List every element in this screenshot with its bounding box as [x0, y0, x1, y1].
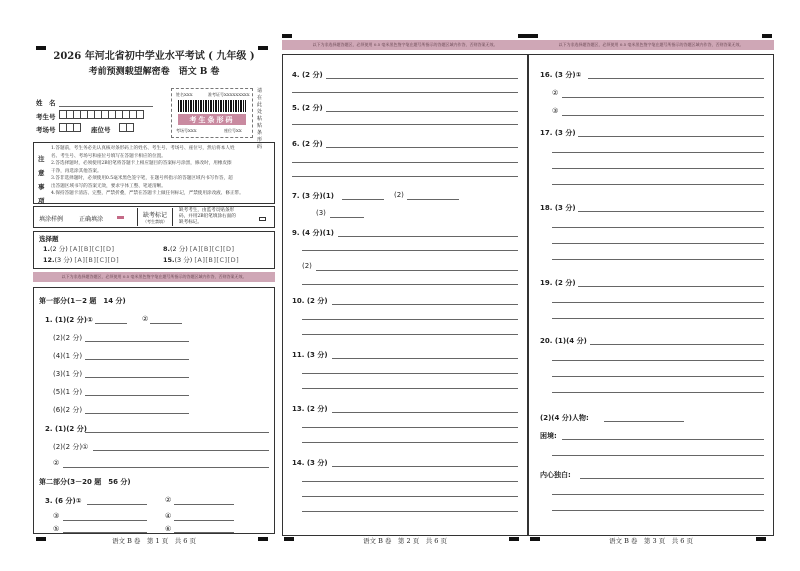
part2-title: 第二部分(3－20 题 56 分) — [39, 478, 131, 486]
q14-label: 14. (3 分) — [292, 459, 328, 467]
notice-text: 1.答题前，考生务必先认真核对条形码上的姓名、考生号、考场号、座位号，然后将本人姓 名、考生号、考场号和座位号填写在答题卡相应的位置。 2.答选择题时，必须使用2B铅笔将答题卡上相应题目的答案标号涂黑，修改时，用橡皮擦 干净，再选涂其他答案。 3.答非选择题时，必须使用0.5毫米黑色签字笔，在题号所指示的答题区域内书写作答，超 出答题区域书写的答案无效，要求字体工整、笔迹清晰。 4.保持答题卡清洁、完整，严禁折叠，严禁在答题卡上做任何标记，严禁使用涂改液、修正带。 — [51, 146, 244, 196]
q2-blank-1[interactable] — [85, 432, 269, 433]
q1-sub-6-blank[interactable] — [85, 413, 189, 414]
answer-sheet-page-1 — [33, 40, 275, 545]
q20-4-label: 内心独白: — [540, 471, 571, 479]
q19-line-1[interactable] — [578, 286, 764, 287]
page-footer: 语文 B 卷 第 3 页 共 6 页 — [609, 537, 693, 545]
barcode-name-text: 姓名XXX — [176, 92, 193, 97]
q1-sub-3: (4)(1 分) — [53, 352, 83, 360]
absent-label: 缺考标记 — [142, 212, 167, 219]
q6-line-1[interactable] — [326, 147, 518, 148]
q4-line-2[interactable] — [292, 92, 518, 93]
q3-blank-1[interactable] — [87, 504, 147, 505]
answer-sheet-page-3 — [528, 40, 774, 545]
q9-2-label: (2) — [302, 262, 312, 270]
notice-label: 注意事项 — [38, 155, 45, 205]
q19-line-2[interactable] — [552, 302, 764, 303]
q16-2-label: ② — [552, 89, 559, 97]
exam-subtitle: 考前预测载望解密卷 语文 B 卷 — [88, 67, 220, 77]
q18-line-4[interactable] — [552, 259, 764, 260]
q7-blank-2[interactable] — [407, 199, 459, 200]
registration-mark — [762, 34, 772, 38]
q20-line-2[interactable] — [552, 360, 764, 361]
q6-line-3[interactable] — [292, 176, 518, 177]
q20-line-4[interactable] — [552, 392, 764, 393]
q2-blank-3[interactable] — [63, 467, 269, 468]
q3-c6: ⑥ — [165, 525, 172, 533]
q20-line-1[interactable] — [590, 344, 764, 345]
q3-c3: ③ — [53, 512, 60, 520]
barcode-vertical-note: 请在此处粘贴条形码 — [257, 88, 263, 150]
q3-blank-6[interactable] — [174, 532, 234, 533]
q1-sub-6: (6)(2 分) — [53, 406, 83, 414]
q9-line-3[interactable] — [316, 270, 518, 271]
q2-label: 2. (1)(2 分) — [45, 425, 87, 433]
q20-monologue-line-1[interactable] — [580, 478, 764, 479]
q10-line-1[interactable] — [332, 304, 518, 305]
q20-monologue-line-3[interactable] — [552, 510, 764, 511]
barcode-label: 考生条形码 — [178, 114, 246, 125]
absent-sub: （考生禁填） — [143, 219, 167, 224]
q20-dilemma-line-2[interactable] — [552, 455, 764, 456]
q17-label: 17. (3 分) — [540, 129, 576, 137]
q16-line-2[interactable] — [562, 97, 764, 98]
seat-boxes[interactable] — [119, 123, 133, 134]
barcode-stripes — [178, 100, 246, 112]
q13-label: 13. (2 分) — [292, 405, 328, 413]
q1-sub-2-blank[interactable] — [85, 341, 189, 342]
q14-line-2[interactable] — [302, 481, 518, 482]
answer-sheet-page-2 — [282, 40, 528, 545]
barcode-room-text: 考场号XXX — [176, 128, 197, 133]
q18-line-3[interactable] — [552, 243, 764, 244]
q20-person-blank[interactable] — [604, 421, 684, 422]
q10-line-2[interactable] — [302, 319, 518, 320]
name-field[interactable] — [59, 106, 153, 107]
q17-line-1[interactable] — [578, 136, 764, 137]
q18-label: 18. (3 分) — [540, 204, 576, 212]
q3-label: 3. (6 分)① — [45, 497, 82, 505]
nonchoice-banner: 以下为非选择题答题区，必须使用 0.5 毫米黑色签字笔在题号所指示的答题区域内作答，否则答案无效。 — [528, 40, 774, 50]
part1-title: 第一部分(1－2 题 14 分) — [39, 297, 126, 305]
choice-title: 选择题 — [39, 235, 59, 243]
q9-line-2[interactable] — [302, 250, 518, 251]
q17-line-3[interactable] — [552, 168, 764, 169]
q3-blank-3[interactable] — [63, 520, 147, 521]
exam-number-label: 考生号 — [36, 113, 56, 121]
q11-line-3[interactable] — [302, 388, 518, 389]
q2-sub-2: (2)(2 分)① — [53, 443, 89, 451]
absent-box — [137, 208, 173, 226]
q20-3-label: 困境: — [540, 432, 557, 440]
q1-sub-4-blank[interactable] — [85, 377, 189, 378]
exam-room-label: 考场号 — [36, 126, 56, 134]
q16-line-1[interactable] — [588, 78, 764, 79]
q20-2-label: (2)(4 分)人物: — [540, 414, 589, 422]
q17-line-2[interactable] — [552, 152, 764, 153]
q3-blank-4[interactable] — [174, 520, 234, 521]
q1-sub-3-blank[interactable] — [85, 359, 189, 360]
q9-label: 9. (4 分)(1) — [292, 229, 334, 237]
absent-checkbox[interactable] — [259, 217, 266, 221]
q1-sub-2: (2)(2 分) — [53, 334, 83, 342]
q1-sub-5-blank[interactable] — [85, 395, 189, 396]
q4-label: 4. (2 分) — [292, 71, 323, 79]
q11-label: 11. (3 分) — [292, 351, 328, 359]
q20-label: 20. (1)(4 分) — [540, 337, 587, 345]
answer-frame — [528, 54, 774, 536]
q13-line-3[interactable] — [302, 442, 518, 443]
q7-2-label: (2) — [394, 191, 404, 199]
q1-2-label: ② — [142, 315, 149, 323]
q16-3-label: ③ — [552, 107, 559, 115]
q13-line-1[interactable] — [332, 412, 518, 413]
exam-number-boxes[interactable] — [59, 110, 143, 121]
absent-desc: 缺考考生，由监考员贴条形 码，并用2B铅笔填涂右面的 缺考标记。 — [179, 208, 236, 225]
q2-blank-2[interactable] — [93, 450, 269, 451]
barcode-seat-text: 座位号XX — [224, 128, 242, 133]
q3-blank-5[interactable] — [63, 532, 147, 533]
q20-monologue-line-2[interactable] — [552, 494, 764, 495]
q7-blank-1[interactable] — [342, 199, 384, 200]
q18-line-2[interactable] — [552, 227, 764, 228]
fill-correct-label: 正确填涂 — [79, 216, 104, 223]
q3-c5: ⑤ — [53, 525, 60, 533]
registration-mark — [282, 34, 292, 38]
q4-line-1[interactable] — [326, 78, 518, 79]
fill-sample-mark — [117, 216, 124, 219]
q1-label: 1. (1)(2 分)① — [45, 316, 93, 324]
registration-mark — [528, 34, 538, 38]
q14-line-4[interactable] — [302, 511, 518, 512]
q20-dilemma-line-1[interactable] — [562, 439, 764, 440]
nonchoice-banner: 以下为非选择题答题区，必须使用 0.5 毫米黑色签字笔在题号所指示的答题区域内作答，否则答案无效。 — [33, 272, 275, 282]
q7-blank-3[interactable] — [330, 217, 364, 218]
exam-room-boxes[interactable] — [59, 123, 80, 134]
q6-label: 6. (2 分) — [292, 140, 323, 148]
q10-line-3[interactable] — [302, 334, 518, 335]
q14-line-1[interactable] — [332, 466, 518, 467]
choice-row-2-left[interactable]: 12.(3 分) [A][B][C][D] — [43, 256, 120, 264]
fill-example-label: 填涂样例 — [39, 216, 64, 223]
q10-label: 10. (2 分) — [292, 297, 328, 305]
q17-line-4[interactable] — [552, 184, 764, 185]
q5-line-1[interactable] — [326, 111, 518, 112]
q3-blank-2[interactable] — [174, 504, 234, 505]
q16-label: 16. (3 分)① — [540, 71, 582, 79]
barcode-id-text: 准考证号XXXXXXXXX — [208, 92, 250, 97]
q9-line-4[interactable] — [302, 284, 518, 285]
page-footer: 语文 B 卷 第 1 页 共 6 页 — [112, 537, 196, 545]
q14-line-3[interactable] — [302, 496, 518, 497]
q1-blank-2[interactable] — [150, 323, 182, 324]
choice-row-1-left[interactable]: 1.(2 分) [A][B][C][D] — [43, 245, 115, 253]
barcode-area — [171, 88, 253, 138]
q1-blank-1[interactable] — [95, 323, 127, 324]
q7-label: 7. (3 分)(1) — [292, 192, 334, 200]
q5-label: 5. (2 分) — [292, 104, 323, 112]
q16-line-3[interactable] — [562, 115, 764, 116]
name-label: 姓 名 — [36, 99, 56, 107]
registration-mark — [518, 34, 528, 38]
q11-line-1[interactable] — [332, 358, 518, 359]
choice-row-2-right[interactable]: 15.(3 分) [A][B][C][D] — [163, 256, 240, 264]
q19-line-3[interactable] — [552, 318, 764, 319]
q9-line-1[interactable] — [338, 236, 518, 237]
page-footer: 语文 B 卷 第 2 页 共 6 页 — [363, 537, 447, 545]
nonchoice-banner: 以下为非选择题答题区，必须使用 0.5 毫米黑色签字笔在题号所指示的答题区域内作答，否则答案无效。 — [282, 40, 528, 50]
seat-label: 座位号 — [91, 126, 111, 134]
q6-line-2[interactable] — [292, 162, 518, 163]
q2-sub-3: ② — [53, 459, 60, 467]
exam-title: 2026 年河北省初中学业水平考试 ( 九年级 ) — [53, 51, 255, 62]
q1-sub-4: (3)(1 分) — [53, 370, 83, 378]
q7-3-label: (3) — [316, 209, 326, 217]
q1-sub-5: (5)(1 分) — [53, 388, 83, 396]
q18-line-1[interactable] — [578, 211, 764, 212]
choice-row-1-right[interactable]: 8.(2 分) [A][B][C][D] — [163, 245, 235, 253]
q20-line-3[interactable] — [552, 376, 764, 377]
q11-line-2[interactable] — [302, 373, 518, 374]
q13-line-2[interactable] — [302, 427, 518, 428]
q19-label: 19. (2 分) — [540, 279, 576, 287]
q3-c4: ④ — [165, 512, 172, 520]
q3-c2: ② — [165, 496, 172, 504]
q5-line-2[interactable] — [292, 124, 518, 125]
